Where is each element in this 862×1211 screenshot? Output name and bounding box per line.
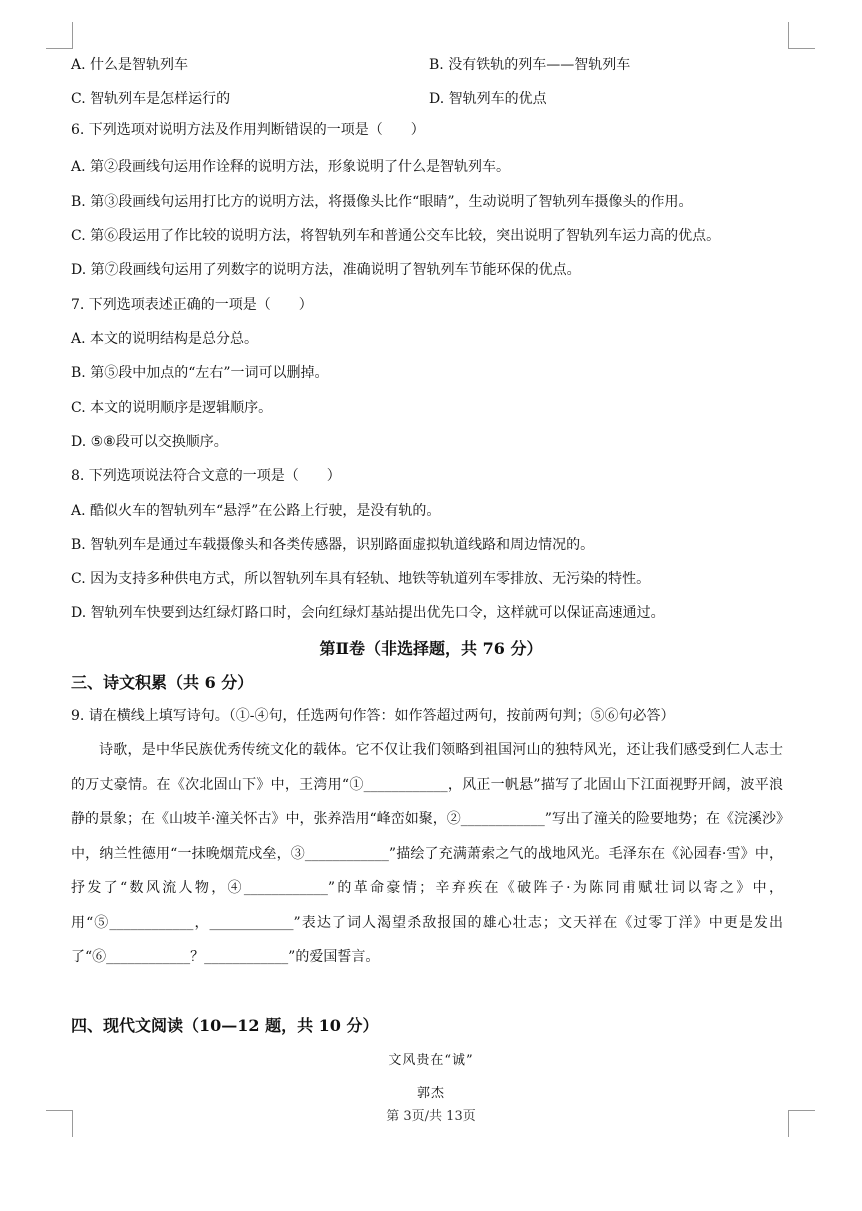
q7-option-c: C. 本文的说明顺序是逻辑顺序。 — [71, 400, 273, 416]
q8-option-b: B. 智轨列车是通过车载摄像头和各类传感器，识别路面虚拟轨道线路和周边情况的。 — [71, 537, 595, 553]
q7-option-a: A. 本文的说明结构是总分总。 — [71, 331, 259, 347]
q5-option-b: B. 没有铁轨的列车——智轨列车 — [429, 57, 631, 73]
section3-heading: 三、诗文积累（共 6 分） — [71, 673, 254, 692]
q5-option-d: D. 智轨列车的优点 — [429, 91, 547, 107]
q8-option-d: D. 智轨列车快要到达红绿灯路口时，会向红绿灯基站提出优先口令，这样就可以保证高速通过。 — [71, 605, 665, 621]
q6-option-a: A. 第②段画线句运用作诠释的说明方法，形象说明了什么是智轨列车。 — [71, 159, 511, 175]
q8-option-c: C. 因为支持多种供电方式，所以智轨列车具有轻轨、地铁等轨道列车零排放、无污染的特性。 — [71, 571, 651, 587]
q7-stem: 7. 下列选项表述正确的一项是（ ） — [71, 297, 313, 313]
q9-paragraph — [71, 733, 783, 975]
q7-option-b: B. 第⑤段中加点的“左右”一词可以删掉。 — [71, 365, 329, 381]
section4-heading: 四、现代文阅读（10—12 题，共 10 分） — [71, 1016, 379, 1035]
q5-option-c: C. 智轨列车是怎样运行的 — [71, 91, 231, 107]
q7-option-d: D. ⑤⑧段可以交换顺序。 — [71, 434, 228, 450]
corner-mark-top-right — [788, 22, 815, 49]
q9-stem: 9. 请在横线上填写诗句。（①-④句，任选两句作答：如作答超过两句，按前两句判；⑤⑥句必答） — [71, 708, 675, 724]
q5-option-a: A. 什么是智轨列车 — [71, 57, 189, 73]
q6-option-d: D. 第⑦段画线句运用了列数字的说明方法，准确说明了智轨列车节能环保的优点。 — [71, 262, 581, 278]
q9-paragraph-text: 诗歌，是中华民族优秀传统文化的载体。它不仅让我们领略到祖国河山的独特风光，还让我们感受到仁人志士的万丈豪情。在《次北固山下》中，王湾用“①____________，风正一帆悬”描写了北固山下江面视野开阔，波平浪静的景象；在《山坡羊·潼关怀古》中，张养浩用“峰峦如聚，②____________”写出了潼关的险要地势；在《浣溪沙》中，纳兰性德用“一抹晚烟荒戍垒，③____________”描绘了充满萧索之气的战地风光。毛泽东在《沁园春·雪》中，抒发了“数风流人物，④____________”的革命豪情；辛弃疾在《破阵子·为陈同甫赋壮词以寄之》中，用“⑤____________，____________”表达了词人渴望杀敌报国的雄心壮志；文天祥在《过零丁洋》中更是发出了“⑥____________？____________”的爱国誓言。 — [71, 742, 783, 965]
q6-option-c: C. 第⑥段运用了作比较的说明方法，将智轨列车和普通公交车比较，突出说明了智轨列车运力高的优点。 — [71, 228, 721, 244]
article-title: 文风贵在“诚” — [388, 1053, 474, 1068]
q8-option-a: A. 酷似火车的智轨列车“悬浮”在公路上行驶，是没有轨的。 — [71, 503, 441, 519]
q6-stem: 6. 下列选项对说明方法及作用判断错误的一项是（ ） — [71, 122, 425, 138]
q8-stem: 8. 下列选项说法符合文意的一项是（ ） — [71, 468, 341, 484]
page-footer: 第 3页/共 13页 — [386, 1109, 476, 1124]
q6-option-b: B. 第③段画线句运用打比方的说明方法，将摄像头比作“眼睛”，生动说明了智轨列车摄像头的作用。 — [71, 194, 693, 210]
part2-heading: 第Ⅱ卷（非选择题，共 76 分） — [319, 639, 543, 658]
corner-mark-top-left — [46, 22, 73, 49]
article-author: 郭杰 — [416, 1086, 445, 1101]
